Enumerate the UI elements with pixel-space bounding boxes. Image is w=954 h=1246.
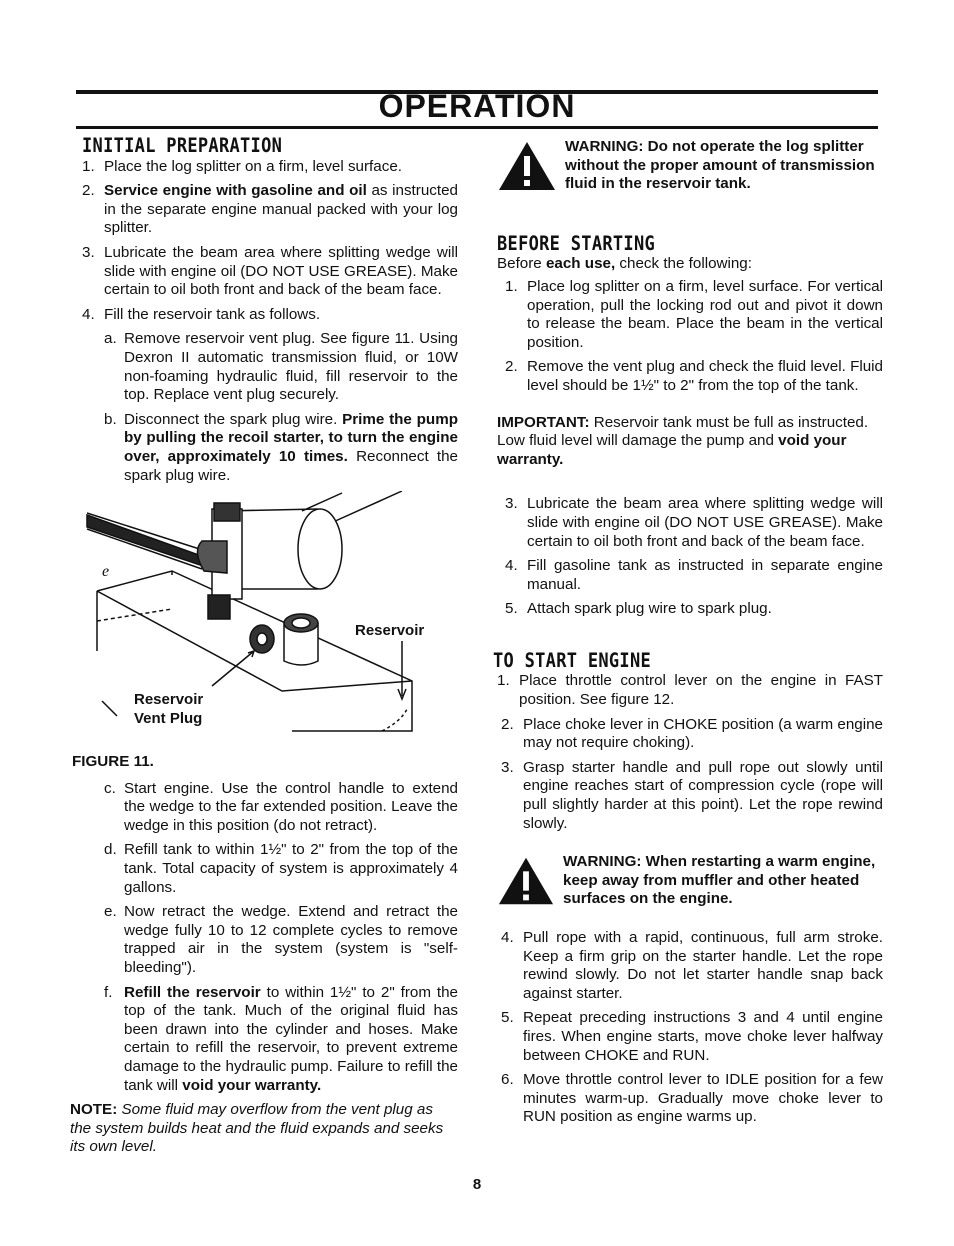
list-item (497, 1009, 883, 1065)
plain-text: as instructed in the separate engine manual packed with your log splitter. (104, 182, 458, 237)
item-text: Refill tank to within 1½" to 2" from the top of the tank. Total capacity of system is approximately 4 gallons. (124, 841, 458, 896)
bold-text: Prime the pump by pulling the recoil starter, to turn the engine over, approximately 10 times. (124, 410, 458, 465)
sub-item (82, 780, 458, 836)
item-number: 6. (501, 1071, 514, 1089)
item-text (104, 182, 458, 238)
item-number: 1. (497, 672, 510, 690)
item-number: 2. (501, 715, 514, 733)
item-number: 3. (82, 243, 95, 261)
item-text: Pull rope with a rapid, continuous, full arm stroke. Keep a firm grip on the starter handle. Let the rope rewind slowly. Do not let starter handle snap back against starter. (523, 929, 883, 1002)
page-title: OPERATION (378, 88, 576, 124)
warning-box (497, 136, 883, 194)
vent-plug-label-line2: Vent Plug (134, 710, 203, 728)
item-text: Lubricate the beam area where splitting wedge will slide with engine oil (DO NOT USE GREASE). Make certain to oil both front and back of the beam face. (104, 243, 458, 299)
item-text: Start engine. Use the control handle to extend the wedge to the far extended position. Leave the wedge in this position (do not retract). (124, 779, 458, 834)
vent-plug-label-line1: Reservoir (134, 691, 204, 709)
item-text: Remove reservoir vent plug. See figure 11. Using Dexron II automatic transmission fluid, or 10W non-foaming hydraulic fluid, fill reservoir to the top. Replace vent plug securely. (124, 330, 458, 404)
item-number: 5. (505, 600, 518, 618)
item-letter: d. (104, 841, 117, 859)
item-letter: c. (104, 779, 116, 797)
plain-text: Reservoir tank must be full as instructed. Low fluid level will damage the pump and (497, 413, 869, 450)
list-item (82, 244, 458, 300)
item-text: Place choke lever in CHOKE position (a warm engine may not require choking). (523, 715, 883, 752)
list-item (497, 600, 883, 619)
note-label: NOTE: (70, 1101, 118, 1119)
item-number: 3. (505, 495, 518, 513)
list-item (497, 759, 883, 833)
before-starting-heading: BEFORE STARTING (497, 232, 656, 256)
item-number: 3. (501, 758, 514, 776)
list-item (497, 1071, 883, 1127)
item-text: Place log splitter on a firm, level surface. For vertical operation, pull the locking rod out and pivot it down to release the beam. Place the beam in the vertical position. (527, 277, 883, 351)
list-item (497, 557, 883, 594)
item-number: 1. (82, 157, 95, 175)
bold-text: Refill the reservoir (124, 983, 261, 1001)
svg-text:e: e (102, 563, 110, 581)
warning-icon (497, 855, 555, 907)
sub-item (82, 984, 458, 1096)
list-item (497, 929, 883, 1003)
warning-icon (497, 140, 557, 192)
list-item (82, 306, 458, 325)
figure-caption: FIGURE 11. (72, 753, 154, 771)
important-label: IMPORTANT: (497, 413, 590, 431)
sub-item (82, 330, 458, 404)
warning-box (497, 851, 883, 909)
plain-text: check the following: (615, 255, 752, 273)
list-item (497, 716, 883, 753)
note-text: Some fluid may overflow from the vent plug as the system builds heat and the fluid expands and seeks its own level. (70, 1101, 444, 1156)
plain-text: Before (497, 255, 546, 273)
item-text: Remove the vent plug and check the fluid level. Fluid level should be 1½" to 2" from the top of the tank. (527, 358, 883, 394)
right-column (493, 136, 883, 1133)
item-number: 4. (82, 305, 95, 323)
bold-text: void your warranty. (182, 1076, 322, 1094)
list-item (82, 182, 458, 238)
warning-text: WARNING: When restarting a warm engine, keep away from muffler and other heated surfaces on the engine. (563, 853, 876, 908)
bold-text: void your warranty. (497, 432, 847, 468)
item-letter: e. (104, 903, 117, 921)
item-letter: f. (104, 983, 113, 1001)
item-text: Repeat preceding instructions 3 and 4 until engine fires. When engine starts, move choke lever halfway between CHOKE and RUN. (523, 1009, 883, 1064)
plain-text: Reconnect the spark plug wire. (124, 447, 458, 484)
item-number: 5. (501, 1009, 514, 1027)
warning-text: WARNING: Do not operate the log splitter without the proper amount of transmission fluid in the reservoir tank. (565, 138, 875, 193)
item-text: Fill gasoline tank as instructed in separate engine manual. (527, 557, 883, 593)
sub-item (82, 411, 458, 485)
item-text: Attach spark plug wire to spark plug. (527, 600, 772, 618)
page-number: 8 (472, 1176, 482, 1193)
reservoir-label: Reservoir (355, 622, 425, 640)
list-item (497, 278, 883, 352)
bold-text: each use, (545, 255, 616, 273)
list-item (82, 158, 458, 177)
figure-11 (82, 491, 458, 747)
item-number: 4. (501, 929, 514, 946)
item-text: Fill the reservoir tank as follows. (104, 305, 321, 323)
item-text: Place throttle control lever on the engine in FAST position. See figure 12. (519, 672, 883, 709)
item-text: Grasp starter handle and pull rope out slowly until engine reaches start of compression cycle (rope will pull slightly harder at this point). Let the rope rewind slowly. (523, 758, 883, 832)
list-item (497, 672, 883, 709)
item-text (124, 411, 458, 485)
important-note (497, 414, 883, 470)
sub-item (82, 841, 458, 897)
left-column (70, 134, 459, 1157)
item-number: 2. (82, 182, 95, 200)
list-item (497, 358, 883, 395)
item-number: 1. (505, 277, 518, 295)
item-text: Move throttle control lever to IDLE position for a few minutes warm-up. Gradually move choke lever to RUN position as engine warms up. (523, 1071, 883, 1126)
before-intro (497, 255, 883, 274)
item-number: 4. (505, 557, 518, 575)
initial-preparation-heading: INITIAL PREPARATION (82, 134, 283, 158)
to-start-engine-heading: TO START ENGINE (493, 649, 652, 673)
plain-text: to within 1½" to 2" from the top of the tank. Much of the original fluid has been drawn into the cylinder and hoses. Make certain to refill the reservoir, to prevent extreme damage to the hydraulic pump. Failure to refill the tank will (124, 983, 459, 1094)
item-text (124, 984, 458, 1096)
item-text: Place the log splitter on a firm, level surface. (104, 157, 402, 175)
item-letter: b. (104, 410, 117, 428)
bottom-rule (76, 126, 878, 129)
item-text: Lubricate the beam area where splitting wedge will slide with engine oil (DO NOT USE GREASE). Make certain to oil both front and back of the beam face. (527, 495, 883, 550)
bold-text: Service engine with gasoline and oil (104, 182, 367, 200)
item-number: 2. (505, 358, 518, 376)
item-letter: a. (104, 330, 117, 348)
note (70, 1101, 458, 1157)
plain-text: Disconnect the spark plug wire. (124, 410, 343, 428)
list-item (497, 495, 883, 551)
sub-item (82, 903, 458, 977)
item-text: Now retract the wedge. Extend and retract the wedge fully 10 to 12 complete cycles to remove trapped air in the system (system is "self-bleeding"). (124, 903, 458, 977)
